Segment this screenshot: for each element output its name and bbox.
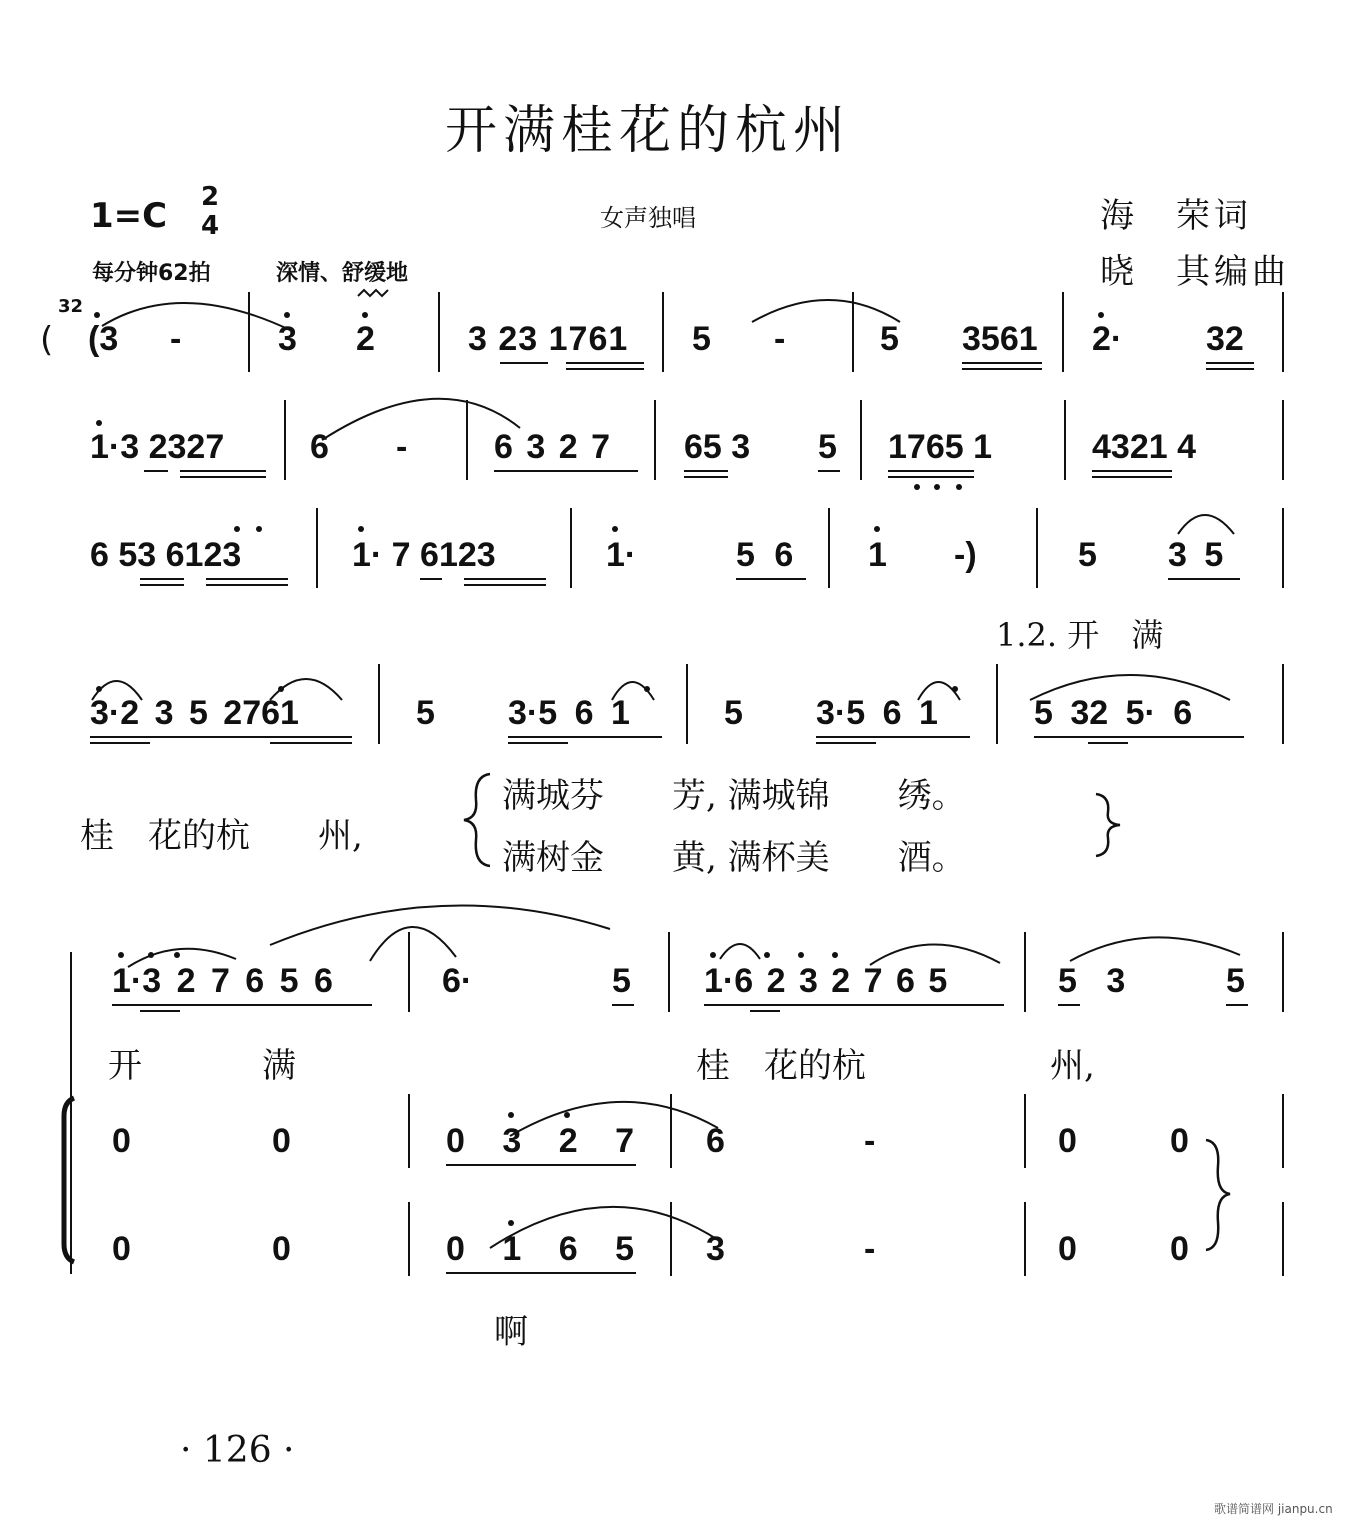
underline bbox=[566, 368, 644, 370]
octave-dot bbox=[832, 952, 838, 958]
note-group: 1·3 2 7 6 5 6 bbox=[112, 962, 333, 1000]
barline bbox=[1024, 932, 1026, 1012]
barline bbox=[316, 508, 318, 588]
underline bbox=[750, 1010, 780, 1012]
octave-dot bbox=[256, 526, 262, 532]
tempo: 每分钟62拍 bbox=[92, 261, 211, 286]
underline bbox=[1168, 578, 1240, 580]
octave-dot bbox=[148, 952, 154, 958]
octave-dot bbox=[358, 526, 364, 532]
underline bbox=[888, 476, 974, 478]
lyric-line: 1.2. 开 满 bbox=[996, 616, 1164, 654]
verse-2: 满树金 黄, 满杯美 酒。 bbox=[502, 838, 966, 878]
note-group: 3561 bbox=[962, 320, 1038, 358]
harmony-lyric: 啊 bbox=[494, 1312, 528, 1352]
barline bbox=[670, 1202, 672, 1276]
lyric-word: 满 bbox=[262, 1046, 296, 1086]
octave-dot bbox=[284, 312, 290, 318]
note-group: 3·2 3 5 2761 bbox=[90, 694, 299, 732]
octave-dot bbox=[508, 1112, 514, 1118]
octave-dot bbox=[508, 1220, 514, 1226]
composer: 晓 其编曲 bbox=[1100, 252, 1290, 292]
underline bbox=[1092, 470, 1172, 472]
rest: 0 bbox=[272, 1230, 291, 1268]
rest: 0 bbox=[112, 1122, 131, 1160]
octave-dot bbox=[362, 312, 368, 318]
underline bbox=[112, 1004, 372, 1006]
grace-note: 32 bbox=[58, 296, 84, 317]
octave-dot bbox=[956, 484, 962, 490]
barline bbox=[438, 292, 440, 372]
octave-dot bbox=[764, 952, 770, 958]
lyric-word: 开 bbox=[108, 1046, 142, 1086]
barline bbox=[408, 1094, 410, 1168]
note-group: 6 3 2 7 bbox=[494, 428, 610, 466]
system-bracket bbox=[40, 1090, 90, 1270]
barline bbox=[248, 292, 250, 372]
underline bbox=[684, 476, 728, 478]
key-signature: 1=C bbox=[90, 196, 168, 236]
lyric-line: 桂 花的杭 州, bbox=[80, 816, 363, 856]
note-group: 5 3 bbox=[1058, 962, 1126, 1000]
underline bbox=[494, 470, 638, 472]
dash: - bbox=[774, 320, 786, 358]
note: 1· bbox=[606, 536, 637, 574]
note: 5 bbox=[818, 428, 837, 466]
note: 6· bbox=[442, 962, 473, 1000]
octave-dot bbox=[278, 686, 284, 692]
barline bbox=[570, 508, 572, 588]
note: 5 bbox=[724, 694, 743, 732]
lyric-word: 桂 花的杭 bbox=[696, 1046, 866, 1086]
note-group: 3·5 6 1 bbox=[508, 694, 630, 732]
underline bbox=[1058, 1004, 1080, 1006]
barline bbox=[662, 292, 664, 372]
barline bbox=[1036, 508, 1038, 588]
rest: 0 bbox=[1058, 1230, 1077, 1268]
dash-close: -) bbox=[954, 536, 977, 574]
octave-dot bbox=[234, 526, 240, 532]
barline bbox=[670, 1094, 672, 1168]
octave-dot bbox=[96, 686, 102, 692]
underline bbox=[704, 1004, 1004, 1006]
octave-dot bbox=[96, 420, 102, 426]
open-paren: ( bbox=[40, 320, 54, 360]
note-group: 1·6 2 3 2 7 6 5 bbox=[704, 962, 948, 1000]
underline bbox=[270, 742, 352, 744]
underline bbox=[206, 578, 288, 580]
octave-dot bbox=[1098, 312, 1104, 318]
rest: 0 bbox=[112, 1230, 131, 1268]
underline bbox=[508, 736, 662, 738]
dash: - bbox=[864, 1122, 876, 1160]
underline bbox=[684, 470, 728, 472]
note: 2 bbox=[356, 320, 375, 358]
octave-dot bbox=[952, 686, 958, 692]
barline bbox=[1282, 1202, 1284, 1276]
octave-dot bbox=[612, 526, 618, 532]
rest: 0 bbox=[272, 1122, 291, 1160]
underline bbox=[566, 362, 644, 364]
octave-dot bbox=[874, 526, 880, 532]
rest: 0 bbox=[1170, 1230, 1189, 1268]
note-group: 5 32 5· 6 bbox=[1034, 694, 1193, 732]
underline bbox=[888, 470, 974, 472]
octave-dot bbox=[174, 952, 180, 958]
underline bbox=[1092, 476, 1172, 478]
barline bbox=[686, 664, 688, 744]
time-signature bbox=[198, 184, 222, 239]
underline bbox=[1034, 736, 1244, 738]
note-group: 5 6 bbox=[736, 536, 794, 574]
note: 2· bbox=[1092, 320, 1123, 358]
barline bbox=[408, 1202, 410, 1276]
time-signature-top: 2 bbox=[200, 182, 220, 212]
barline bbox=[654, 400, 656, 480]
octave-dot bbox=[564, 1112, 570, 1118]
note-group: 32 bbox=[1206, 320, 1244, 358]
note-group: 3 5 bbox=[1168, 536, 1224, 574]
underline bbox=[464, 578, 546, 580]
note: 6 bbox=[706, 1122, 725, 1160]
watermark: 歌谱简谱网 jianpu.cn bbox=[1214, 1502, 1333, 1516]
octave-dot bbox=[118, 952, 124, 958]
octave-dot bbox=[94, 312, 100, 318]
barline bbox=[1282, 292, 1284, 372]
barline bbox=[996, 664, 998, 744]
underline bbox=[144, 470, 168, 472]
underline bbox=[464, 584, 546, 586]
underline bbox=[140, 1010, 180, 1012]
expression: 深情、舒缓地 bbox=[276, 261, 409, 286]
left-brace bbox=[460, 770, 500, 870]
octave-dot bbox=[934, 484, 940, 490]
underline bbox=[180, 470, 266, 472]
underline bbox=[180, 476, 266, 478]
underline bbox=[90, 742, 150, 744]
note: (3 bbox=[88, 320, 119, 358]
lyric-word: 州, bbox=[1050, 1046, 1095, 1086]
barline bbox=[860, 400, 862, 480]
barline bbox=[1282, 400, 1284, 480]
note: 5 bbox=[416, 694, 435, 732]
note-group: 3·5 6 1 bbox=[816, 694, 938, 732]
dash: - bbox=[170, 320, 182, 358]
underline bbox=[420, 578, 442, 580]
underline bbox=[90, 736, 352, 738]
note: 5 bbox=[612, 962, 631, 1000]
octave-dot bbox=[914, 484, 920, 490]
page-number: · 126 · bbox=[180, 1430, 295, 1471]
barline bbox=[466, 400, 468, 480]
underline bbox=[1088, 742, 1128, 744]
harmony-right-brace bbox=[1200, 1136, 1236, 1256]
note-group: 6 53 6123 bbox=[90, 536, 242, 574]
underline bbox=[816, 736, 970, 738]
note: 5 bbox=[880, 320, 899, 358]
verse-1: 满城芬 芳, 满城锦 绣。 bbox=[502, 776, 966, 816]
time-signature-bottom: 4 bbox=[200, 211, 220, 241]
barline bbox=[852, 292, 854, 372]
note: 6 bbox=[310, 428, 329, 466]
underline bbox=[206, 584, 288, 586]
underline bbox=[962, 362, 1042, 364]
song-title: 开满桂花的杭州 bbox=[445, 101, 852, 161]
note: 5 bbox=[1078, 536, 1097, 574]
right-brace bbox=[1090, 790, 1130, 860]
underline bbox=[140, 584, 184, 586]
lyricist: 海 荣词 bbox=[1100, 196, 1252, 236]
barline bbox=[1282, 1094, 1284, 1168]
octave-dot bbox=[644, 686, 650, 692]
note-group: 3 23 1761 bbox=[468, 320, 629, 358]
barline bbox=[828, 508, 830, 588]
barline bbox=[1064, 400, 1066, 480]
barline bbox=[1024, 1202, 1026, 1276]
octave-dot bbox=[710, 952, 716, 958]
note-group: 1· 7 6123 bbox=[352, 536, 496, 574]
note: 5 bbox=[1226, 962, 1245, 1000]
underline bbox=[1206, 368, 1254, 370]
row3-slur bbox=[1170, 500, 1250, 540]
dash: - bbox=[864, 1230, 876, 1268]
barline bbox=[1282, 932, 1284, 1012]
barline bbox=[1024, 1094, 1026, 1168]
rest: 0 bbox=[1170, 1122, 1189, 1160]
underline bbox=[508, 742, 568, 744]
barline bbox=[378, 664, 380, 744]
barline bbox=[668, 932, 670, 1012]
underline bbox=[962, 368, 1042, 370]
note-group: 65 3 bbox=[684, 428, 751, 466]
note-group: 0 1 6 5 bbox=[446, 1230, 634, 1268]
underline bbox=[446, 1164, 636, 1166]
note-group: 1·3 2327 bbox=[90, 428, 225, 466]
dash: - bbox=[396, 428, 408, 466]
barline bbox=[1282, 664, 1284, 744]
rest: 0 bbox=[1058, 1122, 1077, 1160]
note: 1 bbox=[868, 536, 887, 574]
underline bbox=[446, 1272, 636, 1274]
underline bbox=[1206, 362, 1254, 364]
note: 5 bbox=[692, 320, 711, 358]
octave-dot bbox=[798, 952, 804, 958]
underline bbox=[736, 578, 806, 580]
barline bbox=[1062, 292, 1064, 372]
note-group: 4321 4 bbox=[1092, 428, 1196, 466]
note-group: 1765 1 bbox=[888, 428, 992, 466]
underline bbox=[500, 362, 548, 364]
barline bbox=[1282, 508, 1284, 588]
barline bbox=[408, 932, 410, 1012]
voice-type: 女声独唱 bbox=[600, 204, 696, 232]
note: 3 bbox=[706, 1230, 725, 1268]
underline bbox=[816, 742, 876, 744]
underline bbox=[140, 578, 184, 580]
underline bbox=[612, 1004, 634, 1006]
underline bbox=[818, 470, 840, 472]
underline bbox=[1226, 1004, 1248, 1006]
note: 3 bbox=[278, 320, 297, 358]
note-group: 0 3 2 7 bbox=[446, 1122, 634, 1160]
barline bbox=[284, 400, 286, 480]
